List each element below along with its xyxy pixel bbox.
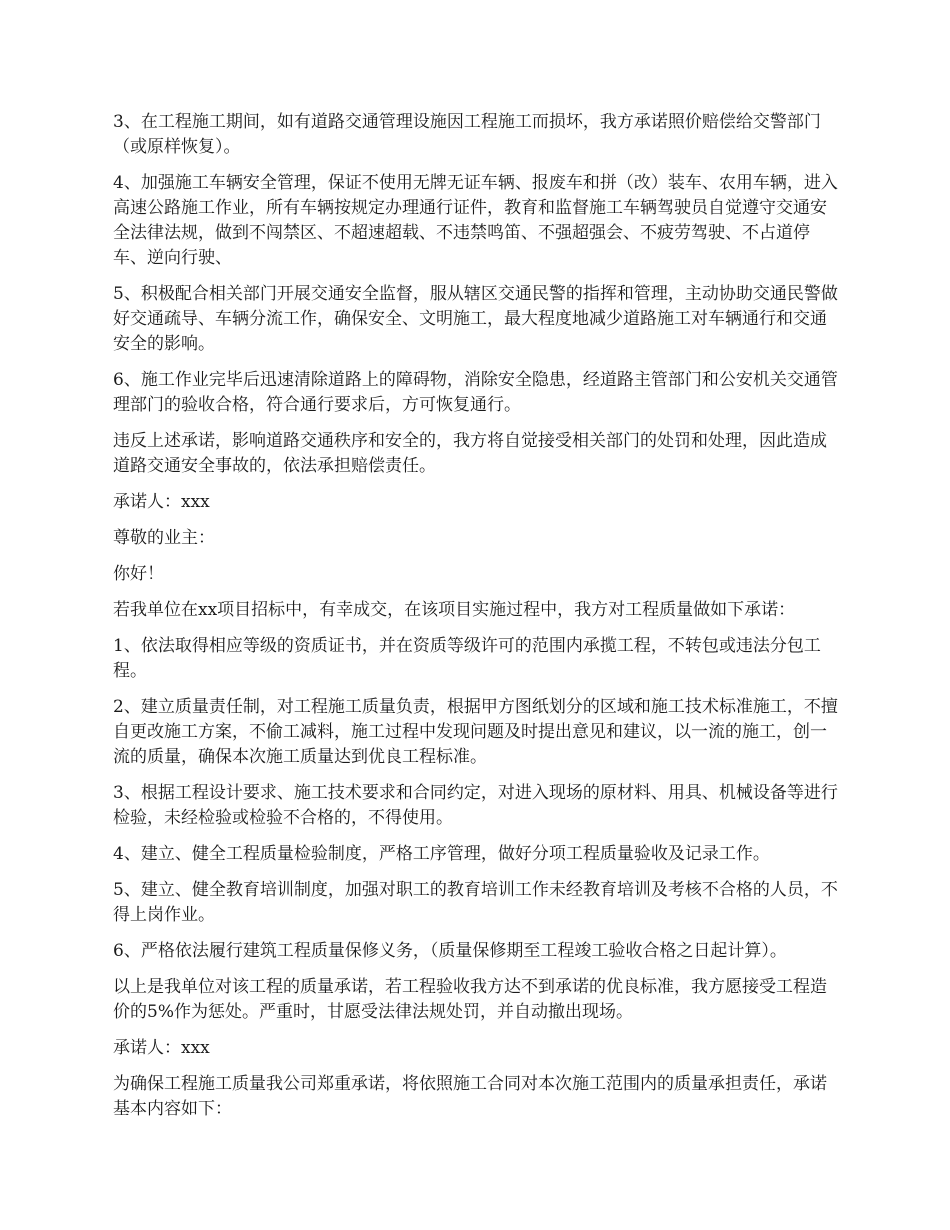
- paragraph-qualification-certificate: 1、依法取得相应等级的资质证书，并在资质等级许可的范围内承揽工程，不转包或违法分包工程。: [113, 636, 821, 681]
- paragraph-warranty-obligation: 6、严格依法履行建筑工程质量保修义务，（质量保修期至工程竣工验收合格之日起计算）。: [113, 941, 787, 961]
- paragraph-training-system: 5、建立、健全教育培训制度，加强对职工的教育培训工作未经教育培训及考核不合格的人员，不得上岗作业。: [113, 880, 838, 925]
- paragraph-inspection-system: 4、建立、健全工程质量检验制度，严格工序管理，做好分项工程质量验收及记录工作。: [113, 844, 770, 864]
- promisor-signature-1: 承诺人：xxx: [113, 492, 210, 512]
- promisor-signature-2: 承诺人：xxx: [113, 1038, 210, 1058]
- paragraph-material-inspection: 3、根据工程设计要求、施工技术要求和合同约定，对进入现场的原材料、用具、机械设备等进行检验，未经检验或检验不合格的，不得使用。: [113, 783, 838, 828]
- paragraph-penalty-clause: 以上是我单位对该工程的质量承诺，若工程验收我方达不到承诺的优良标准，我方愿接受工程造价的5%作为惩处。严重时，甘愿受法律法规处罚，并自动撤出现场。: [113, 977, 827, 1022]
- paragraph-traffic-supervision: 5、积极配合相关部门开展交通安全监督，服从辖区交通民警的指挥和管理，主动协助交通民警做好交通疏导、车辆分流工作，确保安全、文明施工，最大程度地减少道路施工对车辆通行和交通安全的影响。: [113, 284, 838, 354]
- salutation: 尊敬的业主：: [113, 528, 215, 548]
- paragraph-traffic-damage-compensation: 3、在工程施工期间，如有道路交通管理设施因工程施工而损坏，我方承诺照价赔偿给交警部门（或原样恢复）。: [113, 112, 821, 157]
- paragraph-quality-responsibility: 2、建立质量责任制，对工程施工质量负责，根据甲方图纸划分的区域和施工技术标准施工，不擅自更改施工方案，不偷工减料，施工过程中发现问题及时提出意见和建议，以一流的施工，创一流的质量，确保本次施工质量达到优良工程标准。: [113, 697, 838, 767]
- paragraph-road-clearance: 6、施工作业完毕后迅速清除道路上的障碍物，消除安全隐患，经道路主管部门和公安机关交通管理部门的验收合格，符合通行要求后，方可恢复通行。: [113, 370, 838, 415]
- paragraph-quality-commitment-intro: 若我单位在xx项目招标中，有幸成交，在该项目实施过程中，我方对工程质量做如下承诺：: [113, 600, 796, 620]
- greeting: 你好！: [113, 564, 164, 584]
- paragraph-vehicle-safety-management: 4、加强施工车辆安全管理，保证不使用无牌无证车辆、报废车和拼（改）装车、农用车辆，进入高速公路施工作业，所有车辆按规定办理通行证件，教育和监督施工车辆驾驶员自觉遵守交通安全法律法规，做到不闯禁区、不超速超载、不违禁鸣笛、不强超强会、不疲劳驾驶、不占道停车、逆向行驶、: [113, 173, 838, 268]
- document-body: [113, 110, 843, 1133]
- paragraph-violation-liability: 违反上述承诺，影响道路交通秩序和安全的，我方将自觉接受相关部门的处罚和处理，因此造成道路交通安全事故的，依法承担赔偿责任。: [113, 431, 827, 476]
- paragraph-final-commitment-intro: 为确保工程施工质量我公司郑重承诺，将依照施工合同对本次施工范围内的质量承担责任，承诺基本内容如下：: [113, 1074, 827, 1119]
